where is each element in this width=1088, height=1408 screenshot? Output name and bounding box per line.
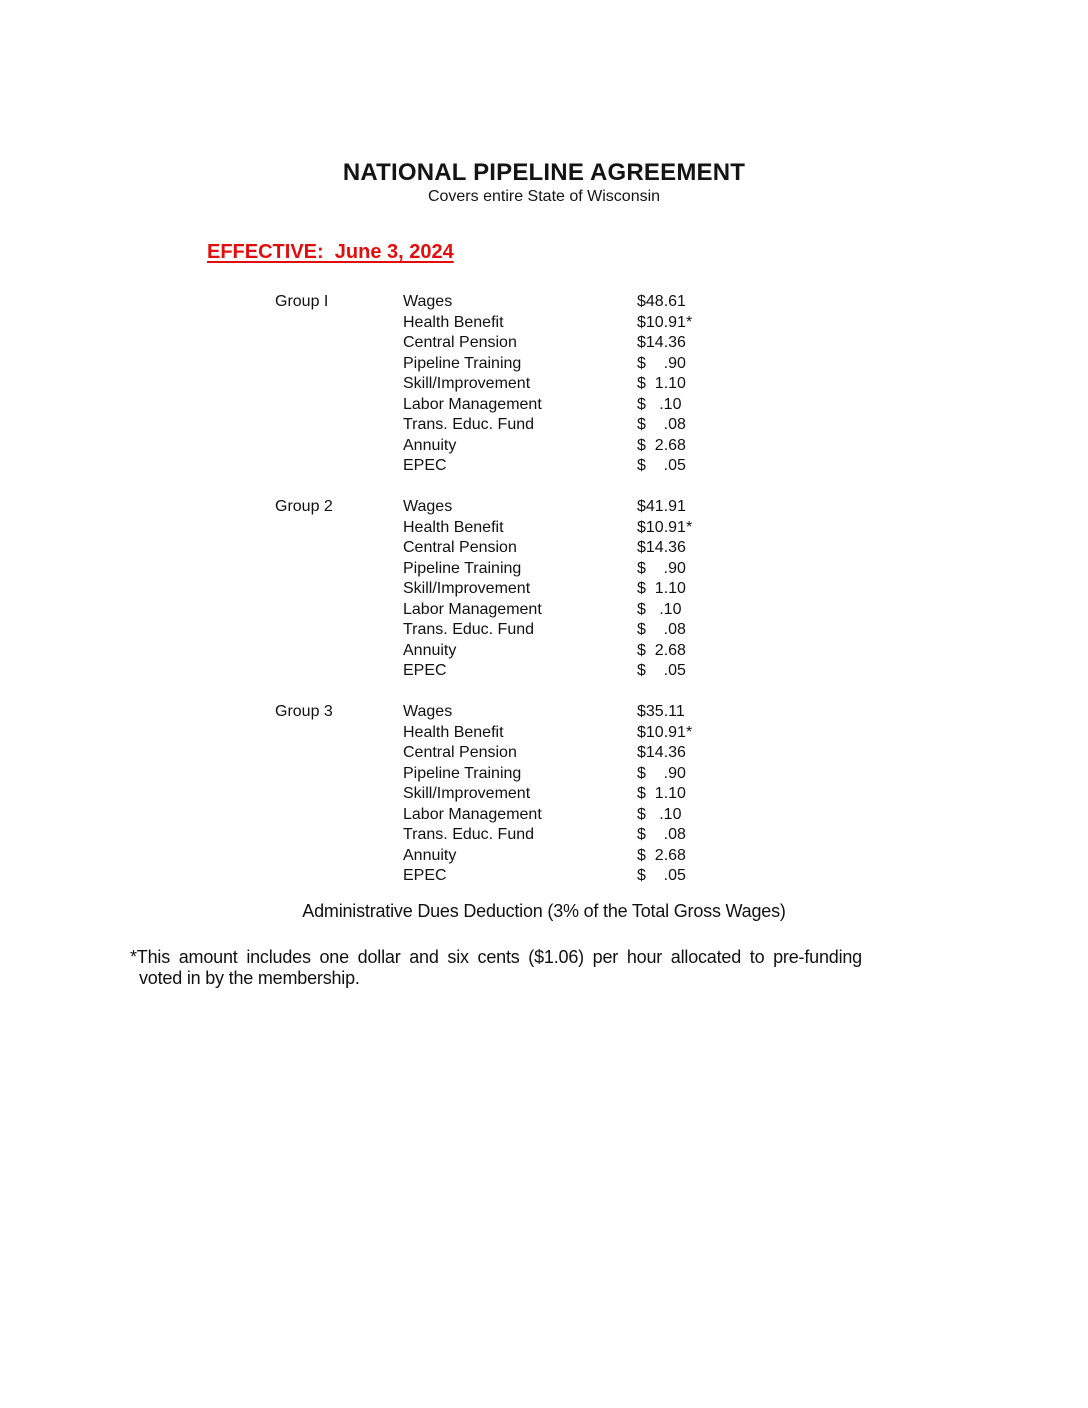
rate-label: Labor Management xyxy=(403,395,542,413)
rate-value: $ 1.10 xyxy=(637,785,686,802)
group-section-2 xyxy=(275,497,692,682)
rate-row xyxy=(403,497,692,518)
rate-value: $ .05 xyxy=(637,662,686,679)
rate-value: $ .10 xyxy=(637,395,682,413)
rate-row xyxy=(403,702,692,723)
rate-row xyxy=(403,313,692,334)
rate-row xyxy=(403,395,692,416)
rate-value: $ 1.10 xyxy=(637,580,686,597)
effective-date-heading: EFFECTIVE: June 3, 2024 xyxy=(207,241,454,263)
rate-row xyxy=(403,825,692,846)
rate-value: $35.11 xyxy=(637,703,685,720)
rate-value: $ .08 xyxy=(637,621,686,638)
rate-label: Wages xyxy=(403,498,453,515)
rate-label: Annuity xyxy=(403,846,457,864)
rate-label: Wages xyxy=(403,293,453,310)
rate-row xyxy=(403,559,692,580)
rate-label: Wages xyxy=(403,703,453,720)
rate-label: Health Benefit xyxy=(403,723,504,741)
footnote-line-2: voted in by the membership. xyxy=(139,968,360,988)
rate-label: Central Pension xyxy=(403,334,517,351)
rate-value: $ .90 xyxy=(637,559,686,577)
rate-label: Trans. Educ. Fund xyxy=(403,416,535,433)
rate-label: EPEC xyxy=(403,457,447,474)
rate-label: Skill/Improvement xyxy=(403,580,531,597)
group-section-3 xyxy=(275,702,692,887)
rate-value: $41.91 xyxy=(637,498,686,515)
admin-dues-note: Administrative Dues Deduction (3% of the Total Gross Wages) xyxy=(302,901,786,921)
rate-value: $10.91* xyxy=(637,313,693,331)
rate-label: Pipeline Training xyxy=(403,559,522,577)
rate-row xyxy=(403,764,692,785)
rate-row xyxy=(403,374,692,395)
rate-row xyxy=(403,866,692,887)
group-rows xyxy=(403,292,692,477)
document-title: NATIONAL PIPELINE AGREEMENT xyxy=(342,159,746,186)
group-name: Group 3 xyxy=(275,703,333,720)
rate-row xyxy=(403,641,692,662)
rate-value: $ .08 xyxy=(637,826,686,843)
group-name: Group 2 xyxy=(275,498,333,515)
rate-label: Annuity xyxy=(403,641,457,659)
rate-label: EPEC xyxy=(403,662,447,679)
rate-label: Pipeline Training xyxy=(403,764,522,782)
rate-label: Trans. Educ. Fund xyxy=(403,826,535,843)
group-name: Group I xyxy=(275,293,329,310)
rate-row xyxy=(403,620,692,641)
rate-value: $ .90 xyxy=(637,354,686,372)
footnote-line-1: *This amount includes one dollar and six cents ($1.06) per hour allocated to pre-funding xyxy=(130,947,862,967)
rate-label: Labor Management xyxy=(403,600,542,618)
group-section-1 xyxy=(275,292,692,477)
footnote xyxy=(130,947,862,989)
rate-groups xyxy=(275,292,692,907)
group-rows xyxy=(403,497,692,682)
rate-row xyxy=(403,661,692,682)
rate-row xyxy=(403,518,692,539)
rate-value: $ 2.68 xyxy=(637,641,686,659)
rate-row xyxy=(403,805,692,826)
rate-value: $ .05 xyxy=(637,867,686,884)
rate-row xyxy=(403,333,692,354)
rate-row xyxy=(403,354,692,375)
rate-label: Pipeline Training xyxy=(403,354,522,372)
rate-row xyxy=(403,784,692,805)
rate-value: $ 2.68 xyxy=(637,846,686,864)
rate-label: Annuity xyxy=(403,436,457,454)
rate-value: $14.36 xyxy=(637,744,686,761)
rate-row xyxy=(403,600,692,621)
rate-label: EPEC xyxy=(403,867,447,884)
rate-label: Labor Management xyxy=(403,805,542,823)
rate-row xyxy=(403,456,692,477)
rate-row xyxy=(403,846,692,867)
rate-row xyxy=(403,579,692,600)
rate-value: $ .90 xyxy=(637,764,686,782)
rate-row xyxy=(403,723,692,744)
rate-value: $ 2.68 xyxy=(637,436,686,454)
rate-label: Health Benefit xyxy=(403,313,504,331)
rate-label: Skill/Improvement xyxy=(403,785,531,802)
rate-value: $14.36 xyxy=(637,334,686,351)
group-rows xyxy=(403,702,692,887)
rate-row xyxy=(403,292,692,313)
rate-row xyxy=(403,436,692,457)
rate-value: $10.91* xyxy=(637,518,693,536)
rate-value: $10.91* xyxy=(637,723,693,741)
rate-label: Health Benefit xyxy=(403,518,504,536)
rate-value: $ .10 xyxy=(637,600,682,618)
rate-row xyxy=(403,743,692,764)
rate-value: $ 1.10 xyxy=(637,375,686,392)
rate-label: Central Pension xyxy=(403,539,517,556)
rate-value: $ .10 xyxy=(637,805,682,823)
rate-label: Skill/Improvement xyxy=(403,375,531,392)
rate-value: $ .05 xyxy=(637,457,686,474)
rate-label: Trans. Educ. Fund xyxy=(403,621,535,638)
rate-value: $14.36 xyxy=(637,539,686,556)
rate-row xyxy=(403,538,692,559)
document-subtitle: Covers entire State of Wisconsin xyxy=(427,188,661,205)
rate-value: $48.61 xyxy=(637,293,686,310)
rate-row xyxy=(403,415,692,436)
rate-value: $ .08 xyxy=(637,416,686,433)
rate-label: Central Pension xyxy=(403,744,517,761)
